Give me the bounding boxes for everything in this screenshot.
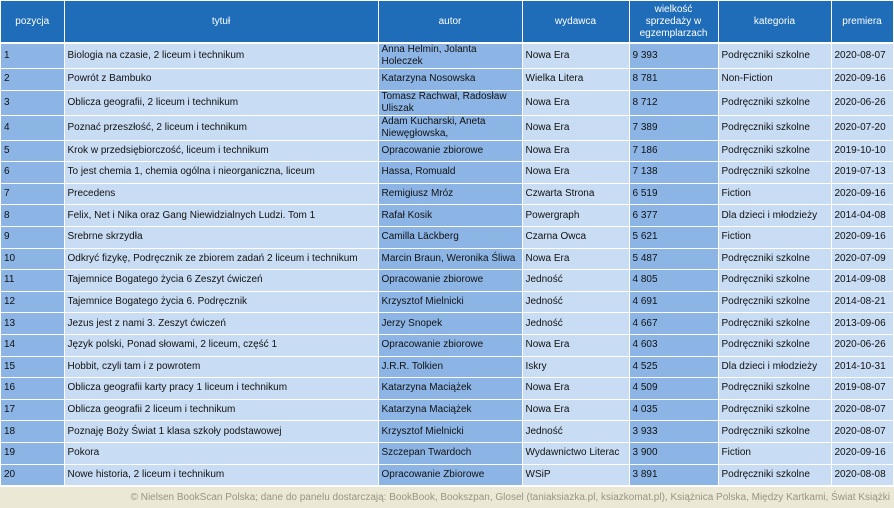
table-row [1, 421, 893, 443]
cell-premiere: 2020-07-09 [831, 248, 893, 270]
header-row [1, 1, 893, 43]
cell-position: 1 [1, 43, 64, 69]
table-row [1, 464, 893, 486]
table-row [1, 162, 893, 184]
table-row [1, 205, 893, 227]
cell-title: Powrót z Bambuko [64, 69, 378, 91]
cell-position: 18 [1, 421, 64, 443]
cell-category: Fiction [718, 442, 831, 464]
cell-position: 13 [1, 313, 64, 335]
cell-position: 16 [1, 378, 64, 400]
cell-publisher: Jedność [522, 421, 629, 443]
cell-sales: 7 186 [629, 140, 718, 162]
header-sales-line3: egzemplarzach [639, 27, 708, 39]
cell-publisher: Nowa Era [522, 115, 629, 140]
table-row [1, 226, 893, 248]
cell-publisher: Czwarta Strona [522, 183, 629, 205]
cell-premiere: 2020-08-07 [831, 43, 893, 69]
header-position: pozycja [1, 1, 64, 43]
cell-sales: 3 933 [629, 421, 718, 443]
cell-publisher: Iskry [522, 356, 629, 378]
cell-publisher: Powergraph [522, 205, 629, 227]
cell-category: Podręczniki szkolne [718, 140, 831, 162]
cell-position: 14 [1, 334, 64, 356]
cell-position: 5 [1, 140, 64, 162]
cell-category: Dla dzieci i młodzieży [718, 205, 831, 227]
cell-title: Nowe historia, 2 liceum i technikum [64, 464, 378, 486]
cell-title: Odkryć fizykę, Podręcznik ze zbiorem zadań 2 liceum i technikum [64, 248, 378, 270]
cell-category: Podręczniki szkolne [718, 334, 831, 356]
table-row [1, 442, 893, 464]
table-row [1, 183, 893, 205]
cell-title: Poznać przeszłość, 2 liceum i technikum [64, 115, 378, 140]
cell-category: Podręczniki szkolne [718, 90, 831, 115]
table-row [1, 291, 893, 313]
cell-sales: 8 712 [629, 90, 718, 115]
cell-premiere: 2020-08-08 [831, 464, 893, 486]
header-sales-line1: wielkość [654, 3, 693, 15]
cell-category: Podręczniki szkolne [718, 313, 831, 335]
cell-title: Biologia na czasie, 2 liceum i technikum [64, 43, 378, 69]
cell-category: Fiction [718, 226, 831, 248]
cell-premiere: 2014-10-31 [831, 356, 893, 378]
cell-premiere: 2020-09-16 [831, 226, 893, 248]
cell-publisher: Nowa Era [522, 399, 629, 421]
cell-title: Tajemnice Bogatego życia 6 Zeszyt ćwiczeń [64, 270, 378, 292]
cell-position: 9 [1, 226, 64, 248]
cell-title: Hobbit, czyli tam i z powrotem [64, 356, 378, 378]
cell-author: Krzysztof Mielnicki [378, 421, 522, 443]
cell-premiere: 2013-09-06 [831, 313, 893, 335]
cell-sales: 4 667 [629, 313, 718, 335]
cell-publisher: Jedność [522, 313, 629, 335]
cell-sales: 7 138 [629, 162, 718, 184]
cell-title: Poznaję Boży Świat 1 klasa szkoły podstawowej [64, 421, 378, 443]
cell-author: Opracowanie Zbiorowe [378, 464, 522, 486]
cell-author: J.R.R. Tolkien [378, 356, 522, 378]
table-row [1, 69, 893, 91]
cell-publisher: Nowa Era [522, 162, 629, 184]
cell-premiere: 2020-08-07 [831, 421, 893, 443]
cell-title: Tajemnice Bogatego życia 6. Podręcznik [64, 291, 378, 313]
table-row [1, 313, 893, 335]
cell-category: Podręczniki szkolne [718, 399, 831, 421]
cell-publisher: Jedność [522, 270, 629, 292]
cell-title: Pokora [64, 442, 378, 464]
cell-position: 3 [1, 90, 64, 115]
cell-position: 2 [1, 69, 64, 91]
cell-author: Katarzyna Nosowska [378, 69, 522, 91]
cell-premiere: 2020-06-26 [831, 334, 893, 356]
cell-category: Podręczniki szkolne [718, 162, 831, 184]
cell-category: Dla dzieci i młodzieży [718, 356, 831, 378]
cell-publisher: Wydawnictwo Literac [522, 442, 629, 464]
bestseller-table [1, 1, 894, 486]
cell-sales: 3 891 [629, 464, 718, 486]
cell-publisher: Nowa Era [522, 140, 629, 162]
cell-position: 12 [1, 291, 64, 313]
cell-publisher: Jedność [522, 291, 629, 313]
cell-publisher: Nowa Era [522, 90, 629, 115]
cell-position: 6 [1, 162, 64, 184]
cell-title: Oblicza geografii 2 liceum i technikum [64, 399, 378, 421]
cell-category: Podręczniki szkolne [718, 115, 831, 140]
cell-author: Katarzyna Maciążek [378, 399, 522, 421]
cell-premiere: 2020-09-16 [831, 183, 893, 205]
cell-publisher: Czarna Owca [522, 226, 629, 248]
cell-premiere: 2014-08-21 [831, 291, 893, 313]
cell-premiere: 2020-07-20 [831, 115, 893, 140]
cell-title: Felix, Net i Nika oraz Gang Niewidzialnych Ludzi. Tom 1 [64, 205, 378, 227]
cell-position: 19 [1, 442, 64, 464]
cell-premiere: 2014-04-08 [831, 205, 893, 227]
cell-category: Podręczniki szkolne [718, 43, 831, 69]
cell-position: 11 [1, 270, 64, 292]
cell-author: Camilla Läckberg [378, 226, 522, 248]
cell-title: To jest chemia 1, chemia ogólna i nieorganiczna, liceum [64, 162, 378, 184]
cell-title: Język polski, Ponad słowami, 2 liceum, część 1 [64, 334, 378, 356]
cell-publisher: WSiP [522, 464, 629, 486]
cell-title: Krok w przedsiębiorczość, liceum i technikum [64, 140, 378, 162]
header-category: kategoria [718, 1, 831, 43]
cell-author: Krzysztof Mielnicki [378, 291, 522, 313]
header-sales-line2: sprzedaży w [645, 15, 702, 27]
table-row [1, 43, 893, 69]
cell-position: 8 [1, 205, 64, 227]
table-row [1, 356, 893, 378]
cell-author: Jerzy Snopek [378, 313, 522, 335]
cell-sales: 8 781 [629, 69, 718, 91]
header-sales [629, 1, 718, 43]
cell-author: Marcin Braun, Weronika Śliwa [378, 248, 522, 270]
table-row [1, 378, 893, 400]
cell-author: Hassa, Romuald [378, 162, 522, 184]
cell-category: Podręczniki szkolne [718, 291, 831, 313]
cell-sales: 7 389 [629, 115, 718, 140]
cell-title: Jezus jest z nami 3. Zeszyt ćwiczeń [64, 313, 378, 335]
cell-author: Anna Helmin, Jolanta Holeczek [378, 43, 522, 69]
cell-position: 10 [1, 248, 64, 270]
cell-premiere: 2014-09-08 [831, 270, 893, 292]
cell-author: Rafał Kosik [378, 205, 522, 227]
cell-position: 4 [1, 115, 64, 140]
cell-sales: 6 377 [629, 205, 718, 227]
cell-premiere: 2020-09-16 [831, 69, 893, 91]
cell-premiere: 2019-10-10 [831, 140, 893, 162]
cell-sales: 6 519 [629, 183, 718, 205]
cell-position: 17 [1, 399, 64, 421]
cell-title: Oblicza geografii, 2 liceum i technikum [64, 90, 378, 115]
cell-premiere: 2020-08-07 [831, 399, 893, 421]
cell-sales: 9 393 [629, 43, 718, 69]
cell-premiere: 2020-06-26 [831, 90, 893, 115]
cell-position: 15 [1, 356, 64, 378]
cell-publisher: Nowa Era [522, 43, 629, 69]
cell-author: Opracowanie zbiorowe [378, 334, 522, 356]
table-row [1, 270, 893, 292]
cell-premiere: 2020-09-16 [831, 442, 893, 464]
cell-publisher: Wielka Litera [522, 69, 629, 91]
copyright-footer: © Nielsen BookScan Polska; dane do panelu dostarczają: BookBook, Bookszpan, Glosel (taniaksiazka.pl, ksiazkomat.pl), Książnica Polska, Między Kartkami, Świat Książki [0, 487, 894, 508]
cell-category: Podręczniki szkolne [718, 378, 831, 400]
cell-sales: 3 900 [629, 442, 718, 464]
cell-category: Podręczniki szkolne [718, 270, 831, 292]
cell-sales: 4 525 [629, 356, 718, 378]
cell-category: Fiction [718, 183, 831, 205]
header-title: tytuł [64, 1, 378, 43]
cell-publisher: Nowa Era [522, 248, 629, 270]
cell-position: 7 [1, 183, 64, 205]
header-publisher: wydawca [522, 1, 629, 43]
cell-sales: 4 603 [629, 334, 718, 356]
cell-author: Tomasz Rachwał, Radosław Uliszak [378, 90, 522, 115]
cell-premiere: 2019-08-07 [831, 378, 893, 400]
table-row [1, 90, 893, 115]
cell-sales: 4 035 [629, 399, 718, 421]
header-author: autor [378, 1, 522, 43]
table-row [1, 140, 893, 162]
cell-author: Opracowanie zbiorowe [378, 270, 522, 292]
cell-sales: 4 805 [629, 270, 718, 292]
cell-title: Oblicza geografii karty pracy 1 liceum i technikum [64, 378, 378, 400]
cell-position: 20 [1, 464, 64, 486]
table-body [1, 43, 893, 486]
cell-sales: 4 691 [629, 291, 718, 313]
table-row [1, 248, 893, 270]
cell-sales: 4 509 [629, 378, 718, 400]
cell-category: Podręczniki szkolne [718, 464, 831, 486]
cell-author: Remigiusz Mróz [378, 183, 522, 205]
cell-category: Non-Fiction [718, 69, 831, 91]
cell-sales: 5 621 [629, 226, 718, 248]
cell-title: Srebrne skrzydła [64, 226, 378, 248]
table-row [1, 399, 893, 421]
table-row [1, 115, 893, 140]
cell-category: Podręczniki szkolne [718, 248, 831, 270]
cell-premiere: 2019-07-13 [831, 162, 893, 184]
cell-author: Katarzyna Maciążek [378, 378, 522, 400]
cell-category: Podręczniki szkolne [718, 421, 831, 443]
table-row [1, 334, 893, 356]
cell-sales: 5 487 [629, 248, 718, 270]
cell-publisher: Nowa Era [522, 334, 629, 356]
cell-author: Opracowanie zbiorowe [378, 140, 522, 162]
cell-publisher: Nowa Era [522, 378, 629, 400]
cell-title: Precedens [64, 183, 378, 205]
cell-author: Adam Kucharski, Aneta Niewęgłowska, [378, 115, 522, 140]
cell-author: Szczepan Twardoch [378, 442, 522, 464]
header-premiere: premiera [831, 1, 893, 43]
